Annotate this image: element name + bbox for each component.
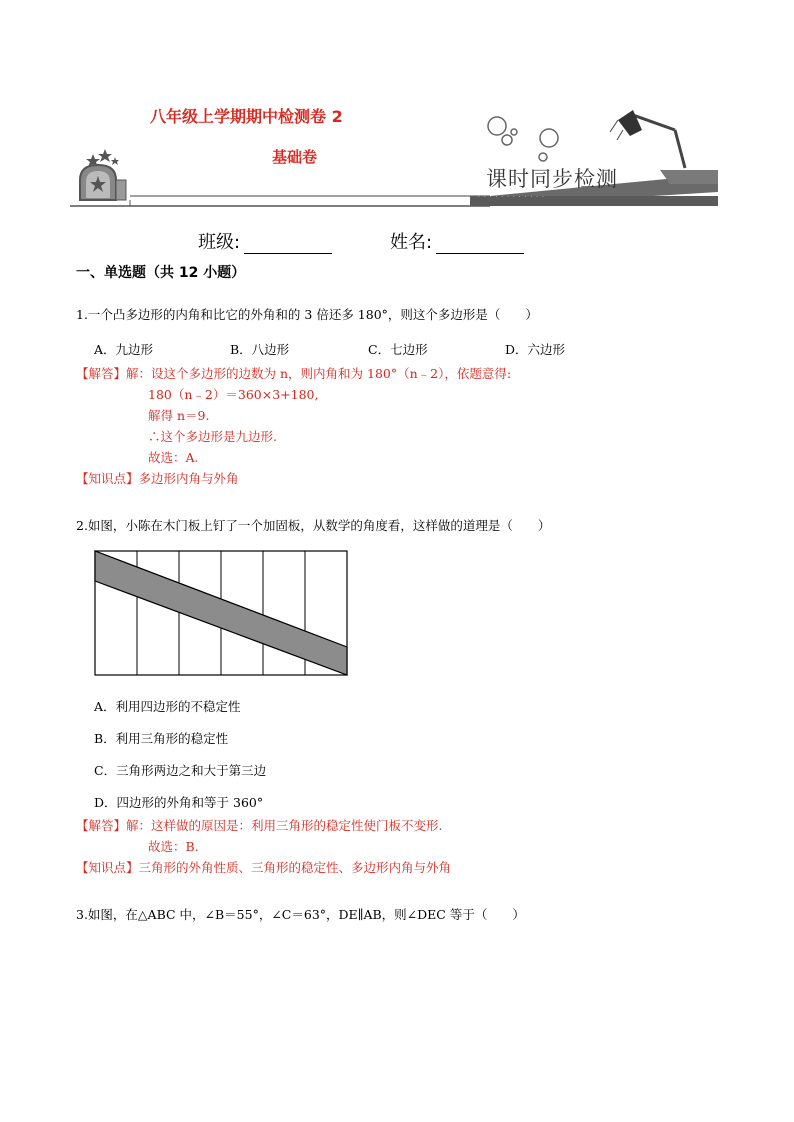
q2-knowledge-tag: 【知识点】 <box>76 860 139 875</box>
q2-knowledge-text: 三角形的外角性质、三角形的稳定性、多边形内角与外角 <box>138 860 452 875</box>
q1-answer <box>76 366 511 382</box>
q1-answer-line5: 故选：A. <box>148 450 199 465</box>
q1-option-d: D．六边形 <box>505 342 566 357</box>
name-label: 姓名: <box>390 232 433 253</box>
banner-title: 课时同步检测 <box>486 167 618 191</box>
section-title: 一、单选题（共 12 小题） <box>76 265 246 281</box>
q3-stem: 3.如图，在△ABC 中，∠B＝55°，∠C＝63°，DE∥AB，则∠DEC 等于（ ） <box>76 907 525 922</box>
q1-answer-tag: 【解答】 <box>76 366 127 381</box>
name-field <box>390 228 524 254</box>
class-blank <box>244 235 332 254</box>
class-field <box>198 228 332 254</box>
lamp-icon <box>610 110 685 168</box>
q2-option-d: D．四边形的外角和等于 360° <box>94 795 264 810</box>
q2-option-c: C．三角形两边之和大于第三边 <box>94 763 267 778</box>
q2-stem: 2.如图，小陈在木门板上钉了一个加固板，从数学的角度看，这样做的道理是（ ） <box>76 518 551 533</box>
q1-knowledge <box>76 471 239 487</box>
q2-option-a: A．利用四边形的不稳定性 <box>94 699 241 714</box>
q2-answer-line2: 故选：B. <box>148 839 199 854</box>
q1-knowledge-tag: 【知识点】 <box>76 471 139 486</box>
q1-option-c: C．七边形 <box>368 342 428 357</box>
badge-icon <box>80 165 126 200</box>
exam-subtitle: 基础卷 <box>272 148 318 166</box>
q2-answer <box>76 818 443 834</box>
q2-knowledge <box>76 860 451 876</box>
q1-answer-line1: 解：设这个多边形的边数为 n，则内角和为 180°（n﹣2），依题意得: <box>126 366 512 381</box>
banner-small-text: · · · · · · · · · · · · <box>478 194 545 201</box>
q1-answer-line2: 180（n﹣2）＝360×3+180, <box>148 387 319 402</box>
door-board-figure <box>94 550 350 678</box>
class-label: 班级: <box>198 232 241 253</box>
q2-answer-line1: 解：这样做的原因是：利用三角形的稳定性使门板不变形. <box>126 818 443 833</box>
q1-knowledge-text: 多边形内角与外角 <box>138 471 239 486</box>
name-blank <box>436 235 524 254</box>
q1-answer-line4: ∴这个多边形是九边形. <box>148 429 277 444</box>
q1-option-b: B．八边形 <box>230 342 290 357</box>
q1-stem: 1.一个凸多边形的内角和比它的外角和的 3 倍还多 180°，则这个多边形是（ ） <box>76 307 538 322</box>
exam-title: 八年级上学期期中检测卷 2 <box>150 107 343 126</box>
q1-answer-line3: 解得 n＝9. <box>148 408 210 423</box>
q2-option-b: B．利用三角形的稳定性 <box>94 731 229 746</box>
bubble-icon <box>488 117 558 161</box>
q1-option-a: A．九边形 <box>94 342 154 357</box>
q2-answer-tag: 【解答】 <box>76 818 127 833</box>
